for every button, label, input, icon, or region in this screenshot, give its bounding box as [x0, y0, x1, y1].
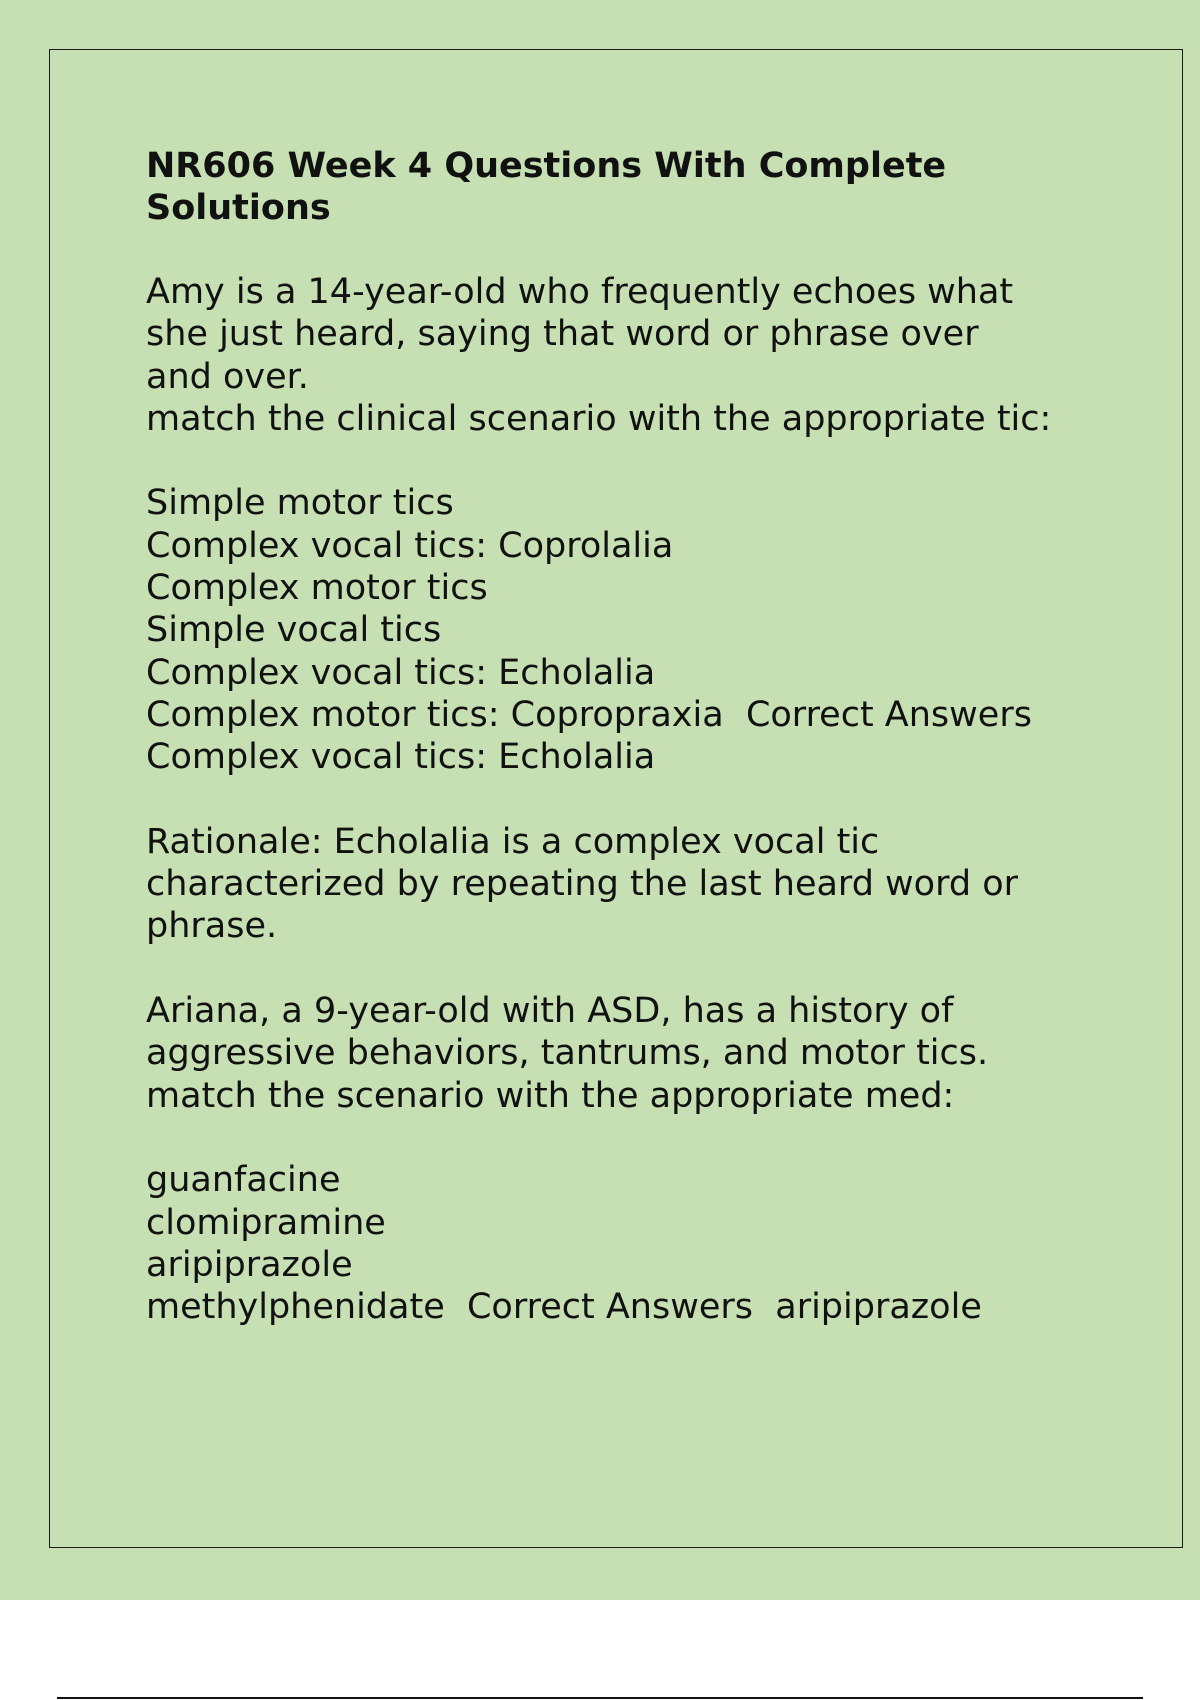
question-2-options [146, 1159, 1146, 1328]
prompt-line: Amy is a 14-year-old who frequently echoes what [146, 272, 1014, 312]
option-item: clomipramine [146, 1202, 386, 1243]
option-item: Simple vocal tics [146, 610, 442, 651]
question-1-options [146, 482, 1146, 778]
option-item: Complex vocal tics: Echolalia [146, 652, 656, 693]
option-item: Complex motor tics: Copropraxia Correct Answers [146, 694, 1032, 735]
rationale-line: characterized by repeating the last heard word or [146, 864, 1019, 905]
document-title [146, 145, 1146, 229]
prompt-line: match the scenario with the appropriate med: [146, 1075, 955, 1116]
prompt-line: match the clinical scenario with the appropriate tic: [146, 398, 1052, 439]
rationale-line: phrase. [146, 906, 278, 947]
prompt-line: Ariana, a 9-year-old with ASD, has a history of [146, 991, 954, 1032]
question-1-prompt [146, 271, 1146, 440]
prompt-line: aggressive behaviors, tantrums, and motor tics. [146, 1033, 989, 1074]
option-item: aripiprazole [146, 1244, 353, 1285]
question-2-prompt [146, 990, 1146, 1117]
rationale-line: Rationale: Echolalia is a complex vocal tic [146, 821, 880, 862]
option-item: Complex motor tics [146, 568, 488, 609]
option-item: guanfacine [146, 1160, 341, 1201]
page-divider [57, 1697, 1143, 1699]
document-content [146, 145, 1146, 1371]
question-1-rationale [146, 821, 1146, 948]
prompt-line: and over. [146, 356, 309, 397]
title-line: NR606 Week 4 Questions With Complete [146, 146, 947, 186]
title-line: Solutions [146, 188, 331, 228]
option-item: methylphenidate Correct Answers aripiprazole [146, 1287, 982, 1328]
option-item: Complex vocal tics: Coprolalia [146, 525, 674, 566]
option-item: Simple motor tics [146, 483, 454, 524]
answer-item: Complex vocal tics: Echolalia [146, 737, 656, 778]
prompt-line: she just heard, saying that word or phrase over [146, 314, 979, 355]
